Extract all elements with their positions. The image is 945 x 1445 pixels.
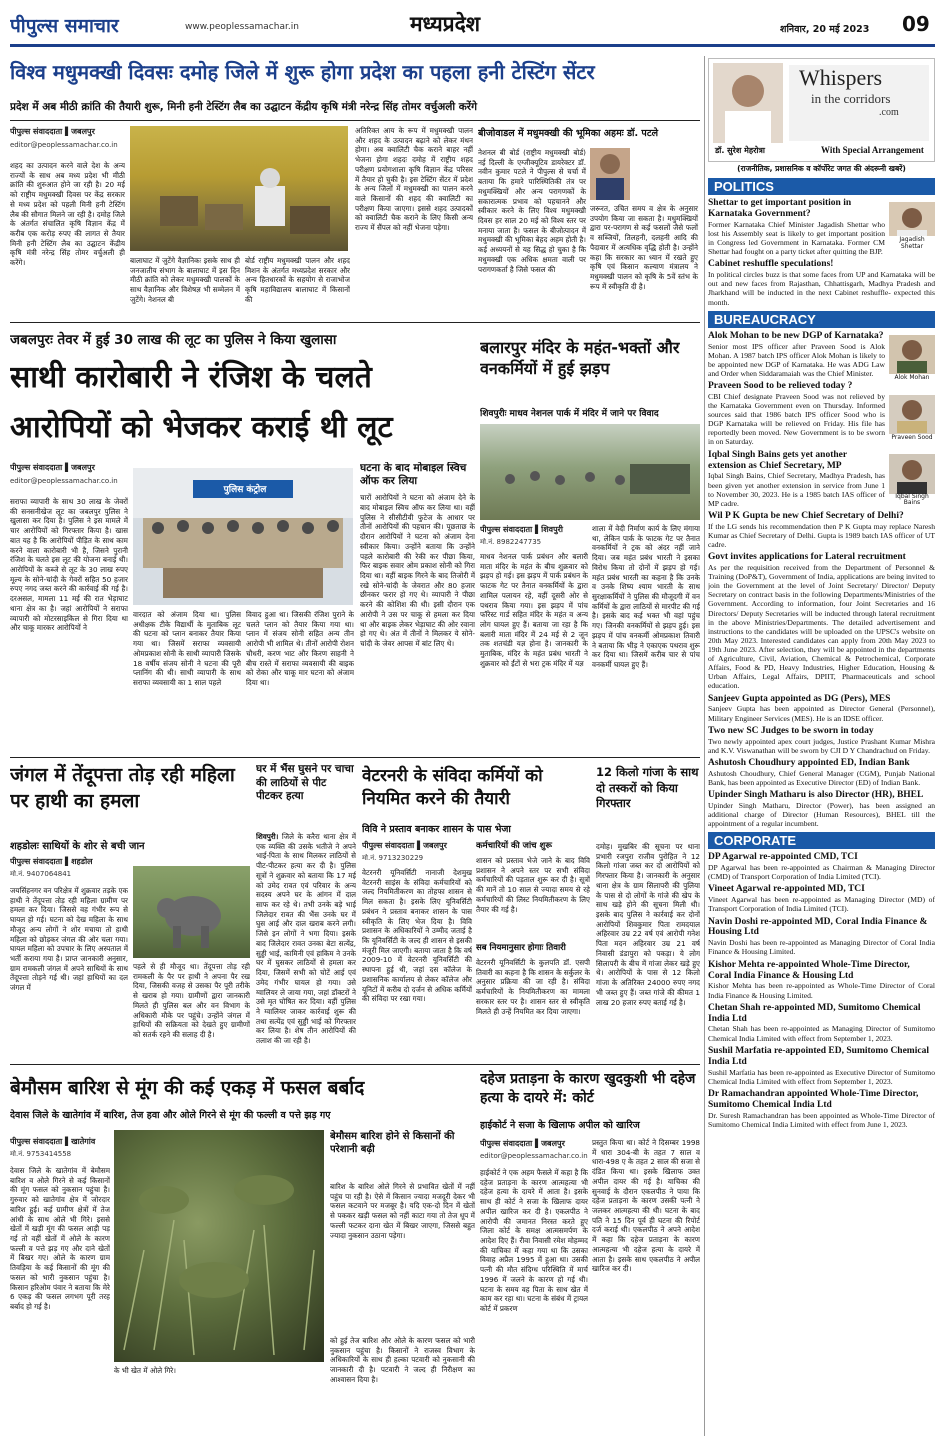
whisper-head: Dr Ramachandran appointed Whole-Time Director, Sumitomo Chemical India Ltd <box>708 1088 919 1110</box>
vet-subhead: विवि ने प्रस्ताव बनाकर शासन के पास भेजा <box>362 824 511 835</box>
whisper-text: Kishor Mehta has been re-appointed as Whole-Time Director of Coral India Finance & Housing Limited. <box>708 981 935 1000</box>
whisper-corp-1 <box>708 852 935 881</box>
praveen-sood-photo <box>889 395 935 441</box>
damaged-field-illustration <box>114 1130 324 1362</box>
whisper-head: Vineet Agarwal re-appointed MD, TCI <box>708 884 865 895</box>
elephant-subhead: शहडोलः साथियों के शोर से बची जान <box>10 841 145 852</box>
whisper-politics-1 <box>708 198 935 256</box>
whisper-head: Govt invites applications for Lateral recruitment <box>708 552 906 563</box>
shettar-label: Jagadish Shettar <box>889 236 935 250</box>
crop-photo-caption: के भी खेत में ओले गिरे। <box>114 1366 176 1375</box>
whisper-head: DP Agarwal re-appointed CMD, TCI <box>708 852 858 863</box>
honey-side-col1: नेशनल बी बोर्ड (राष्ट्रीय मधुमक्खी बोर्ड) नई दिल्ली के एग्जीक्यूटिव डायरेक्टर डॉ. नवीन कुमार पटले ने पीपुल्स से चर्चा में बताया कि हमारे पारिस्थितिकी तंत्र पर मधुमक्खियों और अन्य परागणकों के सकारात्मक प्रभाव को पहचानने और स्वीकार करने के लिए विश्व मधुमक्खी दिवस हर साल 20 मई को विश्व स्तर पर मनाया जाता है। फसल के बीजोत्पादन में मधुमक्खी की भूमिका बेहद अहम होती है। कई अध्ययनों से यह सिद्ध हो चुका है कि मधुमक्खी एक अधिक क्षमता वाली पर परागणकर्ता है जिसे फसल की <box>478 148 586 274</box>
dowry-email: editor@peoplessamachar.co.in <box>480 1152 588 1160</box>
loot-side-text: चारों आरोपियों ने घटना को अंजाम देने के बाद मोबाइल स्विच ऑफ कर लिया था। वहीं पुलिस ने सीसीटीवी फुटेज के आधार पर तीनों आरोपियों की पहचान की। पूछताछ के दौरान आरोपियों ने घटना को अंजाम देना स्वीकार किया। उन्होंने बताया कि उन्होंने पहले कारोबारी की रेकी कर पीछा किया, फिर बाइक सवार ओम प्रकाश सोनी को गिरा दिया था। वहीं बाइक गिरने के बाद तिजोरी में रखे सोने-चांदी के जेवरात और 80 हजार छीनकर फरार हो गए थे। व्यापारी ने पीछा करने की कोशिश की थी। इसी दौरान एक आरोपी ने उस पर चाकू से हमला कर दिया था और बाइक लेकर भेड़ाघाट की ओर रवाना हो गए थे। अंत में तीनों ने मिलकर ये सोने-चांदी के जेवर आपस में बांट लिए थे। <box>360 493 475 648</box>
iqbal-bains-photo <box>889 454 935 506</box>
site-url: www.peoplessamachar.in <box>185 22 299 32</box>
temple-col1: माधव नेशनल पार्क प्रबंधन और बलारी माता मंदिर के महंत के बीच शुक्रवार को झड़प हो गई। इस झड़प में पार्क प्रबंधन के फाटक गेट पर तैनात वनकर्मियों के द्वारा शामिल पलायन रहे, वहीं दूसरी ओर से पथराव किया गया। इस झड़प में पांच फॉरेस्ट गार्ड सहित मंदिर के महंत व अन्य लोग घायल हुए हैं। बताया जा रहा है कि बलारी माता मंदिर में 24 मई से 2 जून तक शतचंडी यज्ञ होना है। जानकारी के मुताबिक, मंदिर के महंत प्रबंध भारती ने शुक्रवार को ईंटों से भरा ट्रक मंदिर में यज्ञ <box>480 552 588 668</box>
whisper-corp-7 <box>708 1089 935 1129</box>
dr-patle-photo <box>590 148 630 200</box>
loot-headline-2: आरोपियों को भेजकर कराई थी लूट <box>10 410 393 445</box>
honey-col3: अतिरिक्त आय के रूप में मधुमक्खी पालन और शहद के उत्पादन बढ़ाने को लेकर मंथन होगा। अब क्वालिटी चैक कराने बाहर नहीं भेजना होगा शहदः दमोह में राष्ट्रीय शहद परीक्षण प्रयोगशाला कृषि विज्ञान केंद्र परिसर में तैयार हो चुकी है। इस टेस्टिंग सेंटर में प्रदेश के अन्य जिलों में मधुमक्खी का पालन करने वाले किसानों की शहद की क्वालिटी का परीक्षण किया जाएगा। इससे शहद उत्पादकों को क्वालिटी चैक कराने के लिए किसी अन्य राज्य में सैंपल को नहीं भेजना पड़ेगा। <box>355 126 473 233</box>
vet-sub2-head: सब नियमानुसार होगाः तिवारी <box>476 943 566 953</box>
whispers-column <box>708 58 935 1438</box>
honey-byline-block <box>10 126 125 316</box>
whisper-text: If the LG sends his recommendation then P K Gupta may replace Naresh Kumar as Chief Secretary of Delhi. Gupta is 1989 batch IAS officer of UT cadre. <box>708 521 935 549</box>
vet-side-head: कर्मचारियों की जांच शुरू <box>476 841 552 851</box>
whisper-text: DP Agarwal has been re-appointed as Chairman & Managing Director (CMD) of Transport Corporation of India Limited (TCI). <box>708 863 935 882</box>
temple-col2: शाला में वेदी निर्माण कार्य के लिए मंगाया था, लेकिन पार्क के फाटक गेट पर तैनात वनकर्मियों ने ट्रक को अंदर नहीं जाने दिया। जब महंत प्रबंध भारती ने इसका विरोध किया तो दोनों में झड़प हो गई। महंत प्रबंध भारती का कहना है कि उनके व उनके शिष्य श्याम भारती के साथ सुरक्षाकर्मियों ने पुलिस की मौजूदगी में वन कर्मियों के द्वारा लाठियों से मारपीट की गई है। इसके बाद कई भक्त भी वहां पहुंच गए। जिनकी वनकर्मियों से झड़प हुई। इस झड़प में पांच वनकर्मी ओमप्रकाश तिवारी ने बताया कि भीड़ ने एकाएक पथराव शुरू कर दिया था। जिसमें करीब चार से पांच वनकर्मी घायल हुए हैं। <box>592 524 700 670</box>
whisper-bureau-5 <box>708 552 935 690</box>
whisper-bureau-2 <box>708 381 935 447</box>
whisper-head: Two new SC Judges to be sworn in today <box>708 725 874 736</box>
loot-col1: सराफा व्यापारी के साथ 30 लाख के जेवरों की सनसनीखेज लूट का जबलपुर पुलिस ने खुलासा कर दिया है। पुलिस ने इस मामले में चार आरोपियों को गिरफ्तार किया है। खास बात यह है कि आरोपियों पीड़ित के साथ काम करने वाला कारोबारी भी है, जिसने पुरानी रंजिश के चलते इस लूट की योजना बनाई थी। आरोपियों के कब्जे से लूट के 30 लाख रुपए मूल्य के सोने-चांदी के गेवरों सहित 50 हजार रुपए नगद जब्त करने की कार्रवाई की गई है। दरअसल, मामला 11 मई की रात भेड़ाघाट थाना क्षेत्र का है। जहां आरोपियों ने सराफा व्यापारी को मोटरसाइकिल से गिरा दिया था और चाकू मारकर आरोपियों ने <box>10 497 128 633</box>
special-arrangement: With Special Arrangement <box>821 145 924 155</box>
whispers-tagline: (राजनीतिक, प्रशासनिक व कॉर्पोरेट जगत की अंदरूनी खबरें) <box>737 164 906 173</box>
whisper-text: Senior most IPS officer after Praveen Sood is Alok Mohan. A 1987 batch IPS officer Alok Mohan is likely to be appointed new DGP of Karnataka. He was ADG Law and Order when Siddaramaiah was the Chief Minister. <box>708 341 885 378</box>
whispers-title-3: .com <box>879 107 899 118</box>
vet-col2: शासन को प्रस्ताव भेजे जाने के बाद विवि प्रशासन ने अपने स्तर पर सभी संविदा कर्मचारियों की पड़ताल शुरू कर दी है। सूत्रों की मानें तो 10 साल से ज्यादा समय से रहे कर्मचारियों की लिस्ट नियमितीकरण के लिए तैयार की गई है। <box>476 856 590 914</box>
section-name: मध्यप्रदेश <box>410 12 481 36</box>
elephant-byline: पीपुल्स संवाददाता ▌शहडोल <box>10 857 93 866</box>
praveen-sood-label: Praveen Sood <box>889 434 935 441</box>
honey-side-box <box>478 126 700 318</box>
iqbal-bains-label: Iqbal Singh Bains <box>889 494 935 506</box>
author-photo <box>713 63 783 143</box>
whisper-bureau-4 <box>708 511 935 549</box>
whisper-text: Sushil Marfatia has been re-appointed as Executive Director of Sumitomo Chemical India Limited with effect from September 1, 2023. <box>708 1067 935 1086</box>
crop-damage-photo <box>114 1130 324 1362</box>
crop-loss-col1: देवास जिले के खातेगांव में बेमौसम बारिश व ओले गिरने से कई किसानों की मूंग फसल को नुकसान पहुंचा है। गुरुवार को खातेगांव क्षेत्र में जोरदार बारिश हुई। कई ग्रामीण क्षेत्रों में तेज आंधी के साथ ओले भी गिरे। इससे खेतों में खड़ी मूंग की फसल आड़ी पड़ गई तो वहीं खेतों में ओले के कारण फल्ली व पत्ते झड़ गए और दाने खेतों में बिखर गए। ओले के कारण ग्राम तिवड़िया के कई किसानों की मूंग की फसल को भारी नुकसान पहुंचा है। किसान हरिओम पंवार ने बताया कि मेरे 6 एकड़ की फसल लगभग पूरी तरह बर्बाद हो गई है। <box>10 1166 110 1312</box>
whisper-head: Alok Mohan to be new DGP of Karnataka? <box>708 330 884 341</box>
whisper-head: Cabinet reshuffle speculations! <box>708 259 834 270</box>
temple-clash-headline: बलारपुर मंदिर के महंत-भक्तों और वनकर्मियों में हुई झड़प <box>480 338 680 378</box>
honey-col1: शहद का उत्पादन करने वाले देश के अन्य राज्यों के साथ अब मध्य प्रदेश भी मीठी क्रांति की शुरुआत होने जा रही है। 20 मई को राष्ट्रीय मधुमक्खी दिवस पर केंद्र सरकार से मध्य प्रदेश को पहली मिनी हनी टेस्टिंग लैब की सौगात मिलने जा रही है। दमोह जिले के अंतर्गत संचालित कृषि विज्ञान केंद्र में करीब एक करोड़ रुपए की लागत से तैयार मिनी हनी टेस्टिंग लैब का उद्घाटन केंद्रीय कृषि मंत्री नरेन्द्र सिंह तोमर वर्चुअली ही करेंगे। <box>10 161 125 268</box>
whisper-text: Dr. Suresh Ramachandran has been appointed as Whole-Time Director of Sumitomo Chemical India Limited with effect from June 1, 2023. <box>708 1110 935 1129</box>
dowry-headline: दहेज प्रताड़ना के कारण खुदकुशी भी दहेज हत्या के दायरे में: कोर्ट <box>480 1071 696 1106</box>
dowry-subhead: हाईकोर्ट ने सजा के खिलाफ अपील को खारिज <box>480 1120 640 1131</box>
shettar-photo <box>889 202 935 250</box>
honey-side-col2: जरूरत, उचित समय व क्षेत्र के अनुसार उपयोग किया जा सकता है। मधुमक्खियों द्वारा पर-परागण से कई फसलों जैसे फलों व सब्जियों, तिलहनी, दलहनी आदि की पैदावार में अत्यधिक वृद्धि होती है। उन्होंने कहा कि सरकार का ध्यान में रखते हुए कृषि एवं किसान कल्याण मंत्रालय ने मधुमक्खी पालन को कृषि के 5वें स्तंभ के रूप में स्वीकृति दी है। <box>590 204 698 291</box>
vet-byline: पीपुल्स संवाददाता ▌जबलपुर <box>362 841 447 850</box>
vet-mobile: मो.नं. 9713230229 <box>362 854 424 862</box>
dowry-col1: हाईकोर्ट ने एक अहम फैसले में कहा है कि दहेज प्रताड़ना के कारण आत्महत्या भी दहेज हत्या के दायरे में आता है। इसके साथ ही कोर्ट ने सजा के खिलाफ दायर अपील खारिज कर दी है। एकलपीठ ने आरोपी की जमानत निरस्त करते हुए जिला कोर्ट के समक्ष आत्मसमर्पण के आदेश दिए हैं। रीवा निवासी रमेश मोहम्मद की याचिका में कहा गया था कि उसका विवाह अप्रैल 1995 में हुआ था। उसकी पत्नी की मौत संदिग्ध परिस्थिति में मार्च 1996 में जलने के कारण हो गई थी। घटना के समय वह पिता के साथ खेत में काम कर रहा था। घटना के संबंध में ट्रायल कोर्ट में प्रकरण <box>480 1168 588 1314</box>
whisper-bureau-3 <box>708 450 935 508</box>
alok-mohan-photo <box>889 335 935 381</box>
honey-story-subhead: प्रदेश में अब मीठी क्रांति की तैयारी शुरू, मिनी हनी टेस्टिंग लैब का उद्घाटन केंद्रीय कृषि मंत्री नरेन्द्र सिंह तोमर वर्चुअली करेंगे <box>10 101 478 113</box>
brand-logo: पीपुल्स समाचार <box>10 15 119 37</box>
crop-loss-headline: बेमौसम बारिश से मूंग की कई एकड़ में फसल बर्बाद <box>10 1077 365 1099</box>
whisper-corp-5 <box>708 1003 935 1043</box>
elephant-col2: पहले से ही मौजूद था। तेंदूपत्ता तोड़ रही रामकली के पैर पर हाथी ने अपना पैर रख दिया, जिसकी वजह से उसका पैर पूरी तरीके से खराब हो गया। ग्रामीणों द्वारा जानकारी मिलते ही पुलिस बल और वन विभाग के अधिकारी मौके पर पहुंचे। उन्होंने जंगल में हाथियों की सक्रियता को देखते हुए ग्रामीणों को सतर्क रहने की सलाह दी है। <box>133 962 250 1040</box>
whisper-politics-2 <box>708 259 935 306</box>
whisper-bureau-8 <box>708 758 935 787</box>
loot-byline: पीपुल्स संवाददाता ▌जबलपुर <box>10 463 95 472</box>
loot-col2: वारदात को अंजाम दिया था। पुलिस अधीक्षक टीके विद्यार्थी के मुताबिक लूट की घटना को प्लान बनाकर तैयार किया गया था। जिसमें सराफा व्यवसायी ओमप्रकाश सोनी के साथी व्यापारी जिसके 18 वर्षीय संजय सोनी ने घटना की पूरी प्लानिंग की थी। साथी व्यापारी के साथ सराफा व्यवसायी का 1 साल पहले <box>133 610 241 688</box>
whisper-head: Chetan Shah re-appointed MD, Sumitomo Chemical India Ltd <box>708 1002 921 1024</box>
honey-side-head: बीजोवाडल में मधुमक्खी की भूमिका अहमः डॉ. पटले <box>478 128 659 139</box>
issue-date: शनिवार, 20 मई 2023 <box>780 24 870 35</box>
whisper-corp-4 <box>708 960 935 1000</box>
whisper-bureau-6 <box>708 694 935 723</box>
police-banner-text: पुलिस कंट्रोल <box>223 485 267 495</box>
buffalo-byline: शिवपुरी। <box>256 832 279 841</box>
whisper-head: Sushil Marfatia re-appointed ED, Sumitomo Chemical India Ltd <box>708 1045 929 1067</box>
honey-byline: पीपुल्स संवाददाता ▌जबलपुर <box>10 127 95 136</box>
whisper-corp-3 <box>708 917 935 957</box>
whisper-text: Vineet Agarwal has been re-appointed as Managing Director (MD) of Transport Corporation of India Limited (TCI). <box>708 895 935 914</box>
whispers-title-1: Whispers <box>799 65 883 90</box>
elephant-photo <box>133 866 250 958</box>
honey-email: editor@peoplessamachar.co.in <box>10 141 118 149</box>
loot-headline-1: साथी कारोबारी ने रंजिश के चलते <box>10 360 372 395</box>
whisper-text: Iqbal Singh Bains, Chief Secretary, Madhya Pradesh, has been given yet another extension in service from June 1 to November 30, 2023. He is a 1985 batch IAS officer of MP cadre. <box>708 471 885 508</box>
whisper-text: CBI Chief designate Praveen Sood was not relieved by the Karnataka Government even on Thursday. Informed sources said that 1986 batch IPS officer Sood who is DGP Karnataka will be relieved on Friday. His file has reportedly been moved. New Government is to be sworn in on Saturday. <box>708 391 885 447</box>
crop-side-text2: को हुई तेज बारिश और ओले के कारण फसल को भारी नुकसान पहुंचा है। किसानों ने राजस्व विभाग के अधिकारियों के साथ ही हल्का पटवारी को नुकसानी की जानकारी दी है। पटवारी ने जल्द ही निरीक्षण का आश्वासन दिया है। <box>330 1336 475 1384</box>
section-corporate: CORPORATE <box>708 832 935 849</box>
whisper-head: Praveen Sood to be relieved today ? <box>708 381 853 391</box>
whispers-masthead <box>708 58 935 162</box>
honey-story-headline: विश्व मधुमक्खी दिवसः दमोह जिले में शुरू होगा प्रदेश का पहला हनी टेस्टिंग सेंटर <box>10 60 595 84</box>
temple-mobile: मो.नं. 8982247735 <box>480 538 542 546</box>
alok-mohan-label: Alok Mohan <box>889 374 935 381</box>
loot-byline-block <box>10 462 128 752</box>
crop-loss-byline: पीपुल्स संवाददाता ▌खातेगांव <box>10 1137 96 1146</box>
police-press-photo <box>133 468 353 605</box>
whisper-corp-2 <box>708 884 935 913</box>
whisper-bureau-7 <box>708 726 935 755</box>
whisper-head: Kishor Mehta re-appointed Whole-Time Director, Coral India Finance & Housing Ltd <box>708 959 910 981</box>
page-number: 09 <box>902 12 930 36</box>
buffalo-murder-col1 <box>256 832 356 1058</box>
vet-col3: वेटरनरी यूनिवर्सिटी के कुलपति डॉ. एसपी तिवारी का कहना है कि शासन के सर्कुलर के अनुसार प्रक्रिया की जा रही है। संविदा कर्मचारियों के नियमितीकरण का मामला सरकार स्तर पर है। शासन स्तर से स्वीकृति मिलते ही उन्हें नियमित कर दिया जाएगा। <box>476 958 590 1016</box>
elephant-headline: जंगल में तेंदूपत्ता तोड़ रही महिला पर हाथी का हमला <box>10 764 235 812</box>
section-bureaucracy: BUREAUCRACY <box>708 311 935 328</box>
whispers-title-2: in the corridors <box>811 91 891 106</box>
dowry-byline: पीपुल्स संवाददाता ▌जबलपुर <box>480 1139 565 1148</box>
loot-side-box <box>360 462 475 752</box>
elephant-mobile: मो.नं. 9407064841 <box>10 870 72 878</box>
beekeeping-photo <box>130 126 348 251</box>
whisper-text: Upinder Singh Matharu, Director (Power), has been assigned an additional charge of Director (Human Resources), BHEL till the appointment of a regular incumbent. <box>708 800 935 829</box>
whispers-title <box>789 65 929 141</box>
elephant-col1: जयसिंहनगर वन परिक्षेत्र में शुक्रवार तड़के एक हाथी ने तेंदूपत्ता तोड़ रही महिला ग्रामीण पर हमला कर दिया। जिससे वह गंभीर रूप से घायल हो गई। घटना को देख महिला के साथ मौजूद अन्य लोगों ने शोर मचाया तो हाथी महिला को छोड़कर जंगल की ओर चला गया। घायल महिला को उपचार के लिए अस्पताल में भर्ती कराया गया है। प्राप्त जानकारी अनुसार, ग्राम रामकली जंगल में अपने साथियों के साथ तेंदूपत्ता तोड़ने गई थी। जहां हाथियों का दल जंगल में <box>10 886 128 993</box>
whisper-text: In political circles buzz is that some faces from UP and Karnataka will be out and new faces from Rajasthan, Chhattisgarh, Madhya Pradesh and Jharkhand will be inducted in the next Cabinet reshuffle- expected this month. <box>708 270 935 307</box>
crop-side-text: बारिश के बारिश ओले गिरने से प्रभावित खेतों में नहीं पहुंच पा रही है। ऐसे में किसान ज्यादा मजदूरी देकर भी फसल कटवाने पर मजबूर है। यदि एक-दो दिन में खेतों से पककर खड़ी फसल को नहीं काटा गया तो तेज धूप में फल्ली फटकर दाना खेत में बिखर जाएगा, जिससे बहुत ज्यादा नुकसान उठाना पड़ेगा। <box>330 1182 475 1240</box>
whisper-text: Two newly appointed apex court judges, Justice Prashant Kumar Mishra and K.V. Viswanathan will be sworn by CJI D Y Chandrachud on Friday. <box>708 736 935 755</box>
temple-clash-subhead: शिवपुरीः माधव नेशनल पार्क में मंदिर में जाने पर विवाद <box>480 409 659 419</box>
vet-col1: वेटरनरी यूनिवर्सिटी नानाजी देशमुख वेटरनरी साइंस के संविदा कर्मचारियों को जल्द नियमितीकरण का तोहफा शासन से मिल सकता है। इसके लिए यूनिवर्सिटी प्रबंधन ने प्रस्ताव बनाकर शासन के पास स्वीकृति के लिए भेज दिया है। विवि प्रशासन के अधिकारियों ने उम्मीद जताई है कि यूनिवर्सिटी के जल्द ही शासन से इसकी मंजूरी मिल जाएगी। बताया जाता है कि वर्ष 2009-10 में वेटरनरी यूनिवर्सिटी की स्थापना हुई थी, जहां दस कॉलेज के प्रशासनिक कार्यालय से लेकर कॉलेज और यूनिटों में करीब दो दर्जन से अधिक कर्मियों की संविदा पर रखा गया। <box>362 868 472 1004</box>
crop-loss-mobile: मो.नं. 9753414558 <box>10 1150 72 1158</box>
whisper-text: As per the requisition received from the Department of Personnel & Training (DoP&T), Government of India, applications are being invited to join the Government at the level of Joint Secretary/ Director/ Deputy Secretary on contract basis in the following Departments/Ministries of the Government. According to information, four Joint Secretaries and 16 Directors/ Deputy Secretaries will be inducted through lateral recruitment in the above Ministries/Departments. The detailed advertisement and instructions to the candidates will be uploaded on the UPSC's website on 20th May 2023. Interested candidates can apply from 20th May 2023 to 19th June 2023. After selection, they will be appointed in the departments of Agriculture, Civil, Aviation, Chemical & Petrochemical, Corporate Affairs, Food & PD, Heavy Industries, Higher Education, Housing & Urban Affairs, Legal Affairs, DPIIT, Pharmaceuticals and school education. <box>708 563 935 691</box>
dowry-col2: प्रस्तुत किया था। कोर्ट ने दिसम्बर 1998 में धारा 304-बी के तहत 7 साल व धारा-498 ए के तहत 2 साल की सजा से दंडित किया था। इसके खिलाफ उक्त अपील दायर की गई है। याचिका की सुनवाई के दौरान एकलपीठ ने पाया कि दहेज प्रताड़ना के कारण उसकी पत्नी ने जलकर आत्महत्या की थी। घटना के बाद पति ने 15 दिन पूर्व ही घटना की रिपोर्ट दर्ज कराई थी। एकलपीठ ने अपने आदेश में कहा कि दहेज प्रताड़ना के कारण आत्महत्या भी दहेज हत्या के दायरे में आता है। इसके साथ एकलपीठ ने अपील खारिज कर दी। <box>592 1138 700 1274</box>
beekeeper-illustration <box>130 126 348 251</box>
whisper-head: Ashutosh Choudhury appointed ED, Indian Bank <box>708 757 910 768</box>
whisper-bureau-1 <box>708 330 935 381</box>
crowd-illustration <box>480 424 700 520</box>
whisper-text: Former Karnataka Chief Minister Jagadish Shettar who lost his Assembly seat is likely to get important position in Congress led Government in Karnataka. Former CM Shettar had fought on a party ticket after quitting the BJP. <box>708 219 885 257</box>
loot-side-head: घटना के बाद मोबाइल स्विच ऑफ कर लिया <box>360 462 467 487</box>
honey-photo-caption: बालाघाट में जुटेंगे वैज्ञानिकः इसके साथ ही जनजातीय संभाग के बालाघाट में इस दिन मीठी क्रांति को लेकर मधुमक्खी पालकों के साथ वैज्ञानिक और विशेषज्ञ भी सम्मेलन में जुटेंगे। नेशनल बी <box>130 256 240 304</box>
temple-crowd-photo <box>480 424 700 520</box>
elephant-illustration <box>133 866 250 958</box>
whisper-head: Iqbal Singh Bains gets yet another extension as Chief Secretary, MP <box>708 449 847 471</box>
whisper-text: Chetan Shah has been re-appointed as Managing Director of Sumitomo Chemical India Limited with effect from September 1, 2023. <box>708 1024 935 1043</box>
whisper-head: Wil P K Gupta be new Chief Secretary of Delhi? <box>708 510 904 521</box>
crop-loss-subhead: देवास जिले के खातेगांव में बारिश, तेज हवा और ओले गिरने से मूंग की फल्ली व पत्ते झड़ गए <box>10 1110 331 1121</box>
whisper-head: Navin Doshi re-appointed MD, Coral India Finance & Housing Ltd <box>708 916 928 938</box>
ganja-headline: 12 किलो गांजा के साथ दो तस्करों को किया गिरफ्तार <box>596 765 699 811</box>
section-politics: POLITICS <box>708 178 935 195</box>
honey-col2: बोर्ड राष्ट्रीय मधुमक्खी पालन और शहद मिशन के अंतर्गत मध्यप्रदेश सरकार और अन्य हितधारकों के सहयोग से राजाभोज कृषि महाविद्यालय बालाघाट में किसानों की <box>245 256 350 304</box>
whisper-corp-6 <box>708 1046 935 1086</box>
whisper-text: Sanjeev Gupta has been appointed as Director General (Personnel), Military Engineer Services (MES). He is an IDSE officer. <box>708 704 935 723</box>
masthead <box>10 8 935 44</box>
whisper-bureau-9 <box>708 790 935 828</box>
crop-side-head: बेमौसम बारिश होने से किसानों की परेशानी बढ़ी <box>330 1131 455 1155</box>
whisper-text: Ashutosh Choudhury, Chief General Manager (CGM), Punjab National Bank, has been appointed as Executive Director (ED) of Indian Bank. <box>708 768 935 787</box>
vet-headline: वेटरनरी के संविदा कर्मियों को नियमित करने की तैयारी <box>362 766 543 809</box>
loot-email: editor@peoplessamachar.co.in <box>10 477 118 485</box>
buffalo-text: जिले के करैरा थाना क्षेत्र में एक व्यक्ति की उसके भतीजे ने अपने भाई-पिता के साथ मिलकर लाठियों से पीट-पीटकर हत्या कर दी है। पुलिस सूत्रों ने शुक्रवार को बताया कि 17 मई को उमेद रावत एवं परिवार के अन्य सदस्य अपने घर के आंगन में दाल साफ कर रहे थे। तभी उनके बड़े भाई जिलेदार रावत की भैंस उनके घर में घुस आई और दाल खराब करने लगी। जिसे इन लोगों ने भगा दिया। इसके बाद जिलेदार रावत उनका बेटा सत्येंद्र, सुड्डी भाई, कामिनी एवं हाकिम ने उनके घर में घुसकर लाठियों से हमला कर दिया, जिसमें सभी को चोटें आई एवं उमेद गंभीर घायल हो गया। उसे ग्वालियर ले जाया गया, जहां डॉक्टरों ने उसे मृत घोषित कर दिया। वहीं पुलिस ने ग्वालियर जाकर कार्रवाई शुरू की तथा सत्येंद्र एवं सुड्डी भाई को गिरफ्तार कर लिया है। शेष तीन आरोपियों की तलाश की जा रही है। <box>256 832 356 1046</box>
whisper-head: Shettar to get important position in Karnataka Government? <box>708 198 852 219</box>
author-name: डॉ. सुरेश मेहरोत्रा <box>715 146 765 155</box>
whisper-head: Upinder Singh Matharu is also Director (HR), BHEL <box>708 789 924 800</box>
whisper-text: Navin Doshi has been re-appointed as Managing Director of Coral India Finance & Housing Limited. <box>708 938 935 957</box>
loot-col3: विवाद हुआ था। जिसकी रंजिश पुराने के चलते प्लान को तैयार किया गया था। प्लान में संजय सोनी सहित अन्य तीन आरोपी भी शामिल थे। तीनों आरोपी रोशन चौधरी, करण भाट और किरण साहनी ने बीच रास्ते में सराफा व्यवसायी की बाइक को रोका और चाकू मार घटना को अंजाम दिया था। <box>246 610 354 688</box>
whisper-head: Sanjeev Gupta appointed as DG (Pers), MES <box>708 693 891 704</box>
loot-kicker: जबलपुरः तेवर में हुई 30 लाख की लूट का पुलिस ने किया खुलासा <box>10 332 337 348</box>
buffalo-murder-headline: घर में भैंस घुसने पर चाचा की लाठियों से पीट पीटकर हत्या <box>256 763 354 803</box>
temple-byline: पीपुल्स संवाददाता ▌शिवपुरी <box>480 525 563 534</box>
ganja-col1: दमोह। मुखबिर की सूचना पर थाना प्रभारी रजपुरा राजीव पुरोहित ने 12 किलो गांजा जब्त कर दो आरोपियों को गिरफ्तार किया है। जानकारी के अनुसार थाना क्षेत्र के ग्राम सिलापरी की पुलिया के पास से दो लोगों के गांजे की खेप के साथ खड़े होने की सूचना मिली थी। इसके बाद पुलिस ने कार्रवाई कर दोनों आरोपियों शिवकुमार पिता रामदयाल अहिरवार उम्र 22 वर्ष एवं आरोपी गनेश पिता मदन अहिरवार उम्र 21 वर्ष निवासी डंडापुरा को पकड़ा। ये लोग सिलापरी के बीच में गांजा लेकर खड़े हुए थे। आरोपियों के पास से 12 किलो गांजा के अतिरिक्त 24000 रुपए नगद भी जब्त हुए हैं। जब्त गांजे की कीमत 1 लाख 20 हजार रुपए बताई गई है। <box>596 842 700 1007</box>
